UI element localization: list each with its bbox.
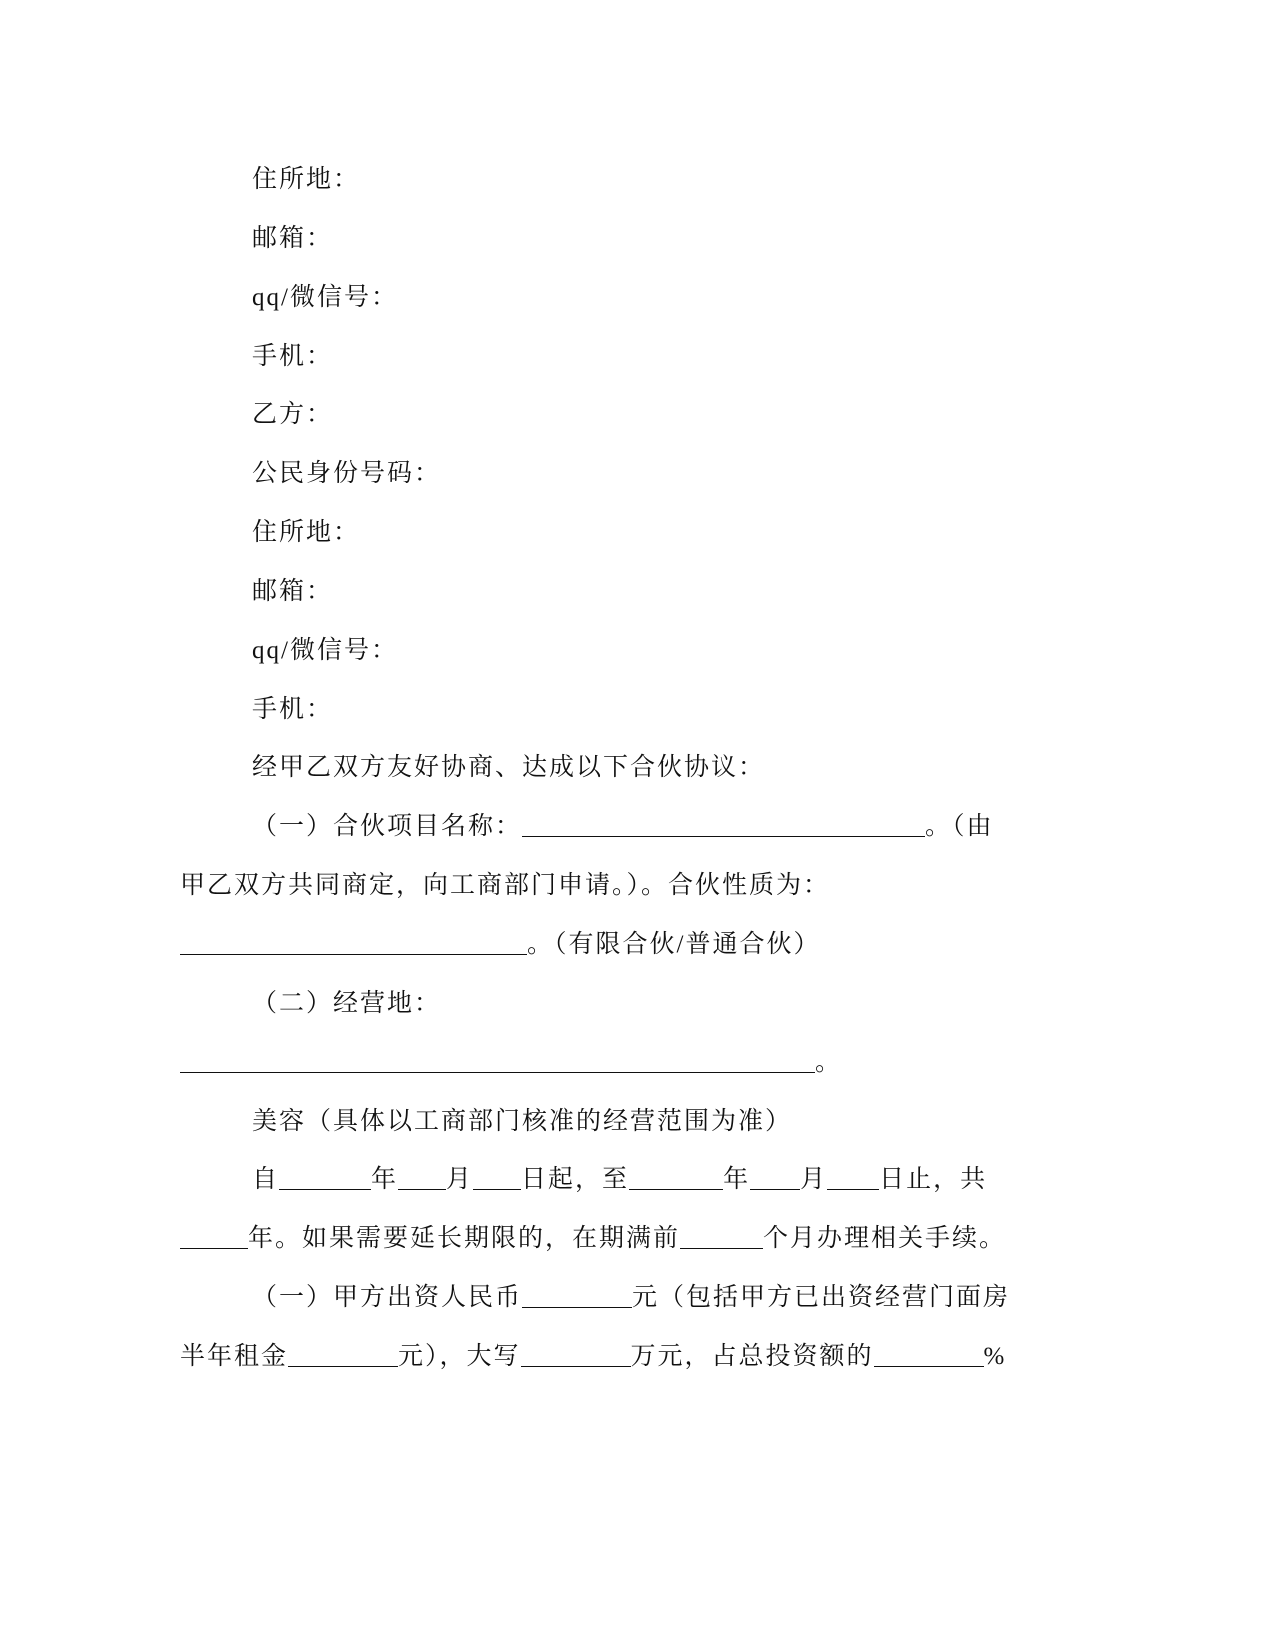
location-suffix: 。	[815, 1048, 843, 1076]
term-renew-line	[180, 1210, 1275, 1269]
party-a-phone-label: 手机：	[252, 342, 334, 370]
capital-a-line	[180, 1269, 1275, 1328]
party-b-id-label: 公民身份号码：	[252, 460, 442, 488]
business-scope: 美容（具体以工商部门核准的经营范围为准）	[252, 1107, 793, 1135]
term-end-month-blank	[750, 1188, 800, 1190]
location-line	[180, 1034, 1275, 1093]
location-blank	[180, 1071, 815, 1073]
term-year-2: 年	[723, 1166, 751, 1194]
term-years-suffix: 年。如果需要延长期限的，在期满前	[248, 1225, 681, 1253]
party-b-email-label: 邮箱：	[252, 577, 334, 605]
term-years-blank	[180, 1247, 248, 1249]
project-name-label: （一）合伙项目名称：	[252, 813, 523, 841]
term-end-day-blank	[827, 1188, 879, 1190]
project-name-blank	[522, 835, 925, 837]
term-start-day-blank	[473, 1188, 521, 1190]
term-month-2: 月	[800, 1166, 828, 1194]
capital-a-unit-note: 元（包括甲方已出资经营门面房	[632, 1284, 1011, 1312]
term-start-year-blank	[279, 1188, 371, 1190]
term-end-year-blank	[629, 1188, 723, 1190]
capital-rent-unit: 元），大写	[398, 1342, 521, 1370]
term-renew-suffix: 个月办理相关手续。	[763, 1225, 1007, 1253]
party-b-label: 乙方：	[252, 401, 334, 429]
capital-uppercase-blank	[521, 1365, 631, 1367]
capital-rent-label: 半年租金	[180, 1342, 289, 1370]
capital-wan-unit: 万元，占总投资额的	[630, 1342, 874, 1370]
project-nature-blank	[180, 953, 527, 955]
party-a-address-label: 住所地：	[252, 166, 361, 193]
location-label: （二）经营地：	[252, 989, 442, 1017]
party-a-email-label: 邮箱：	[252, 224, 334, 252]
term-month-1: 月	[446, 1166, 474, 1194]
project-name-line	[180, 798, 1275, 857]
term-day-to: 日止，共	[879, 1166, 988, 1194]
capital-a-label: （一）甲方出资人民币	[252, 1284, 523, 1312]
project-name-suffix: 。（由	[925, 813, 994, 841]
term-year-1: 年	[371, 1166, 399, 1194]
term-day-from: 日起，至	[521, 1166, 630, 1194]
project-name-note: 甲乙双方共同商定，向工商部门申请。）。合伙性质为：	[180, 872, 831, 900]
party-b-phone-label: 手机：	[252, 695, 334, 723]
capital-a-amount-blank	[522, 1306, 632, 1308]
capital-rent-line	[180, 1328, 1275, 1387]
capital-rent-blank	[288, 1365, 398, 1367]
term-from: 自	[252, 1166, 280, 1194]
party-b-address-label: 住所地：	[252, 519, 361, 547]
party-b-im-label: qq/微信号：	[252, 636, 398, 664]
party-a-im-label: qq/微信号：	[252, 283, 398, 311]
term-renew-months-blank	[680, 1247, 763, 1249]
capital-percent-blank	[874, 1365, 984, 1367]
capital-percent: %	[983, 1342, 1007, 1370]
project-nature-line	[180, 916, 1275, 975]
term-start-month-blank	[398, 1188, 446, 1190]
project-nature-suffix: 。（有限合伙/普通合伙）	[527, 930, 821, 958]
term-line	[180, 1151, 1275, 1210]
agreement-intro: 经甲乙双方友好协商、达成以下合伙协议：	[252, 754, 766, 782]
